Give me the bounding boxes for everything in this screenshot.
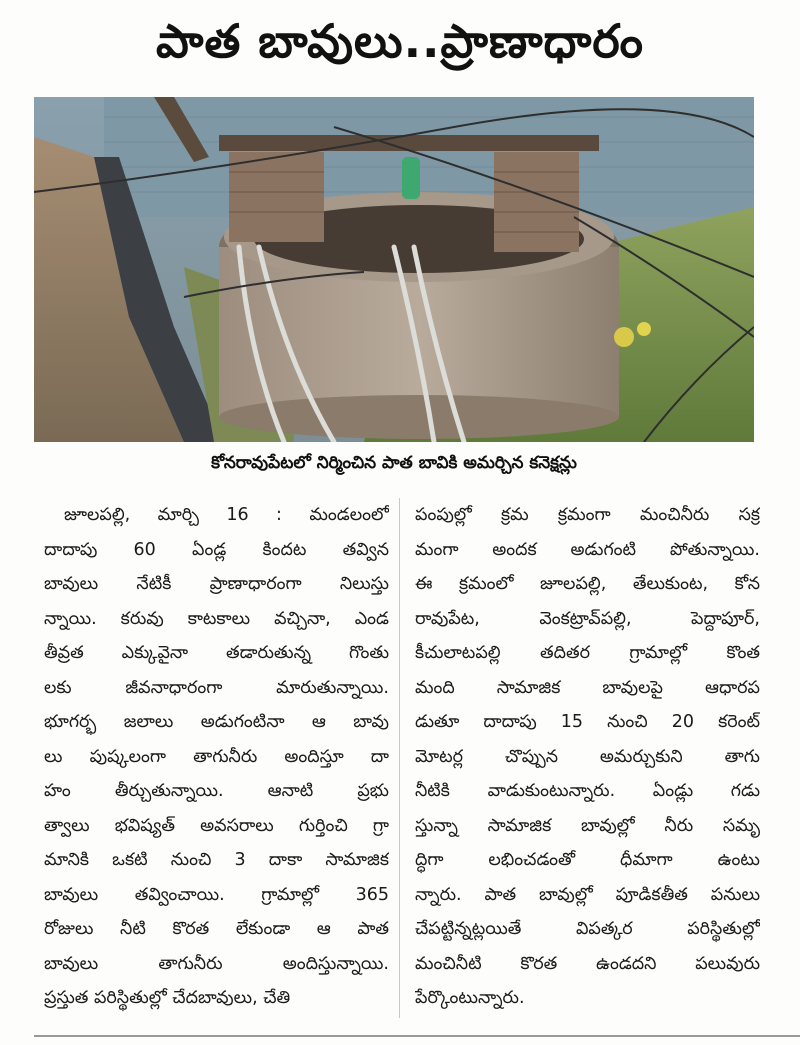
- article-line: డుతూ దాదాపు 15 నుంచి 20 కరెంట్: [415, 712, 760, 732]
- article-line: రోజులు నీటి కొరత లేకుండా ఆ పాత: [44, 919, 389, 939]
- article-line: బావులు నేటికీ ప్రాణాధారంగా నిలుస్తు: [44, 574, 389, 594]
- article-line: తీవ్రత ఎక్కువైనా తడారుతున్న గొంతు: [44, 643, 389, 663]
- article-line: రావుపేట, వెంకట్రావ్‌పల్లి, పెద్దాపూర్,: [415, 608, 760, 629]
- article-line: మంగా అందక అడుగంటి పోతున్నాయి.: [415, 539, 760, 560]
- article-line: పేర్కొంటున్నారు.: [415, 988, 525, 1008]
- article-line: బావులు తాగునీరు అందిస్తున్నాయి.: [44, 953, 389, 974]
- article-line: లు పుష్కలంగా తాగునీరు అందిస్తూ దా: [44, 746, 389, 767]
- article-line: లకు జీవనాధారంగా మారుతున్నాయి.: [44, 677, 389, 698]
- article-line: ద్ధిగా లభించడంతో ధీమాగా ఉంటు: [415, 850, 760, 870]
- article-line: ఈ క్రమంలో జూలపల్లి, తేలుకుంట, కోన: [415, 574, 760, 594]
- article-line: త్వాలు భవిష్యత్ అవసరాలు గుర్తించి గ్రా: [44, 815, 389, 836]
- photo-caption: కోనరావుపేటలో నిర్మించిన పాత బావికి అమర్చిన కనెక్షన్లు: [211, 453, 577, 473]
- article-line: ప్రస్తుత పరిస్థితుల్లో చేదబావులు, చేతి: [44, 988, 291, 1008]
- article-line: మంచినీటి కొరత ఉండదని పలువురు: [415, 953, 760, 974]
- article-line: స్తున్నా సామాజిక బావుల్లో నీరు సమృ: [415, 815, 760, 836]
- article-line: మానికి ఒకటి నుంచి 3 దాకా సామాజిక: [44, 850, 389, 870]
- column-divider: [399, 498, 400, 1018]
- article-line: మంది సామాజిక బావులపై ఆధారప: [415, 677, 760, 698]
- article-line: పంపుల్లో క్రమ క్రమంగా మంచినీరు సక్ర: [415, 505, 760, 525]
- article-line: దాదాపు 60 ఏండ్ల కిందట తవ్విన: [44, 539, 389, 560]
- article-line: జూలపల్లి, మార్చి 16 : మండలంలో: [64, 505, 389, 525]
- article-line: భూగర్భ జలాలు అడుగంటినా ఆ బావు: [44, 712, 389, 732]
- article-column-left: [44, 498, 389, 1018]
- headline: పాత బావులు..ప్రాణాధారం: [156, 14, 644, 68]
- article-line: నీటికి వాడుకుంటున్నారు. ఏండ్లు గడు: [415, 781, 760, 801]
- article-line: హం తీర్చుతున్నాయి. ఆనాటి ప్రభు: [44, 781, 389, 801]
- article-line: న్నాయి. కరువు కాటకాలు వచ్చినా, ఎండ: [44, 608, 389, 629]
- article-line: మోటర్ల చొప్పున అమర్చుకుని తాగు: [415, 746, 760, 767]
- article-line: చేపట్టిన్నట్లయితే విపత్కర పరిస్థితుల్లో: [415, 919, 760, 939]
- article-photo-old-well: [34, 97, 754, 442]
- article-column-right: [415, 498, 760, 1018]
- article-line: కీచులాటపల్లి తదితర గ్రామాల్లో కొంత: [415, 643, 760, 663]
- article-body: [44, 498, 760, 1018]
- article-line: బావులు తవ్వించాయి. గ్రామాల్లో 365: [44, 884, 389, 905]
- bottom-rule: [34, 1035, 800, 1037]
- article-line: న్నారు. పాత బావుల్లో పూడికతీత పనులు: [415, 884, 760, 905]
